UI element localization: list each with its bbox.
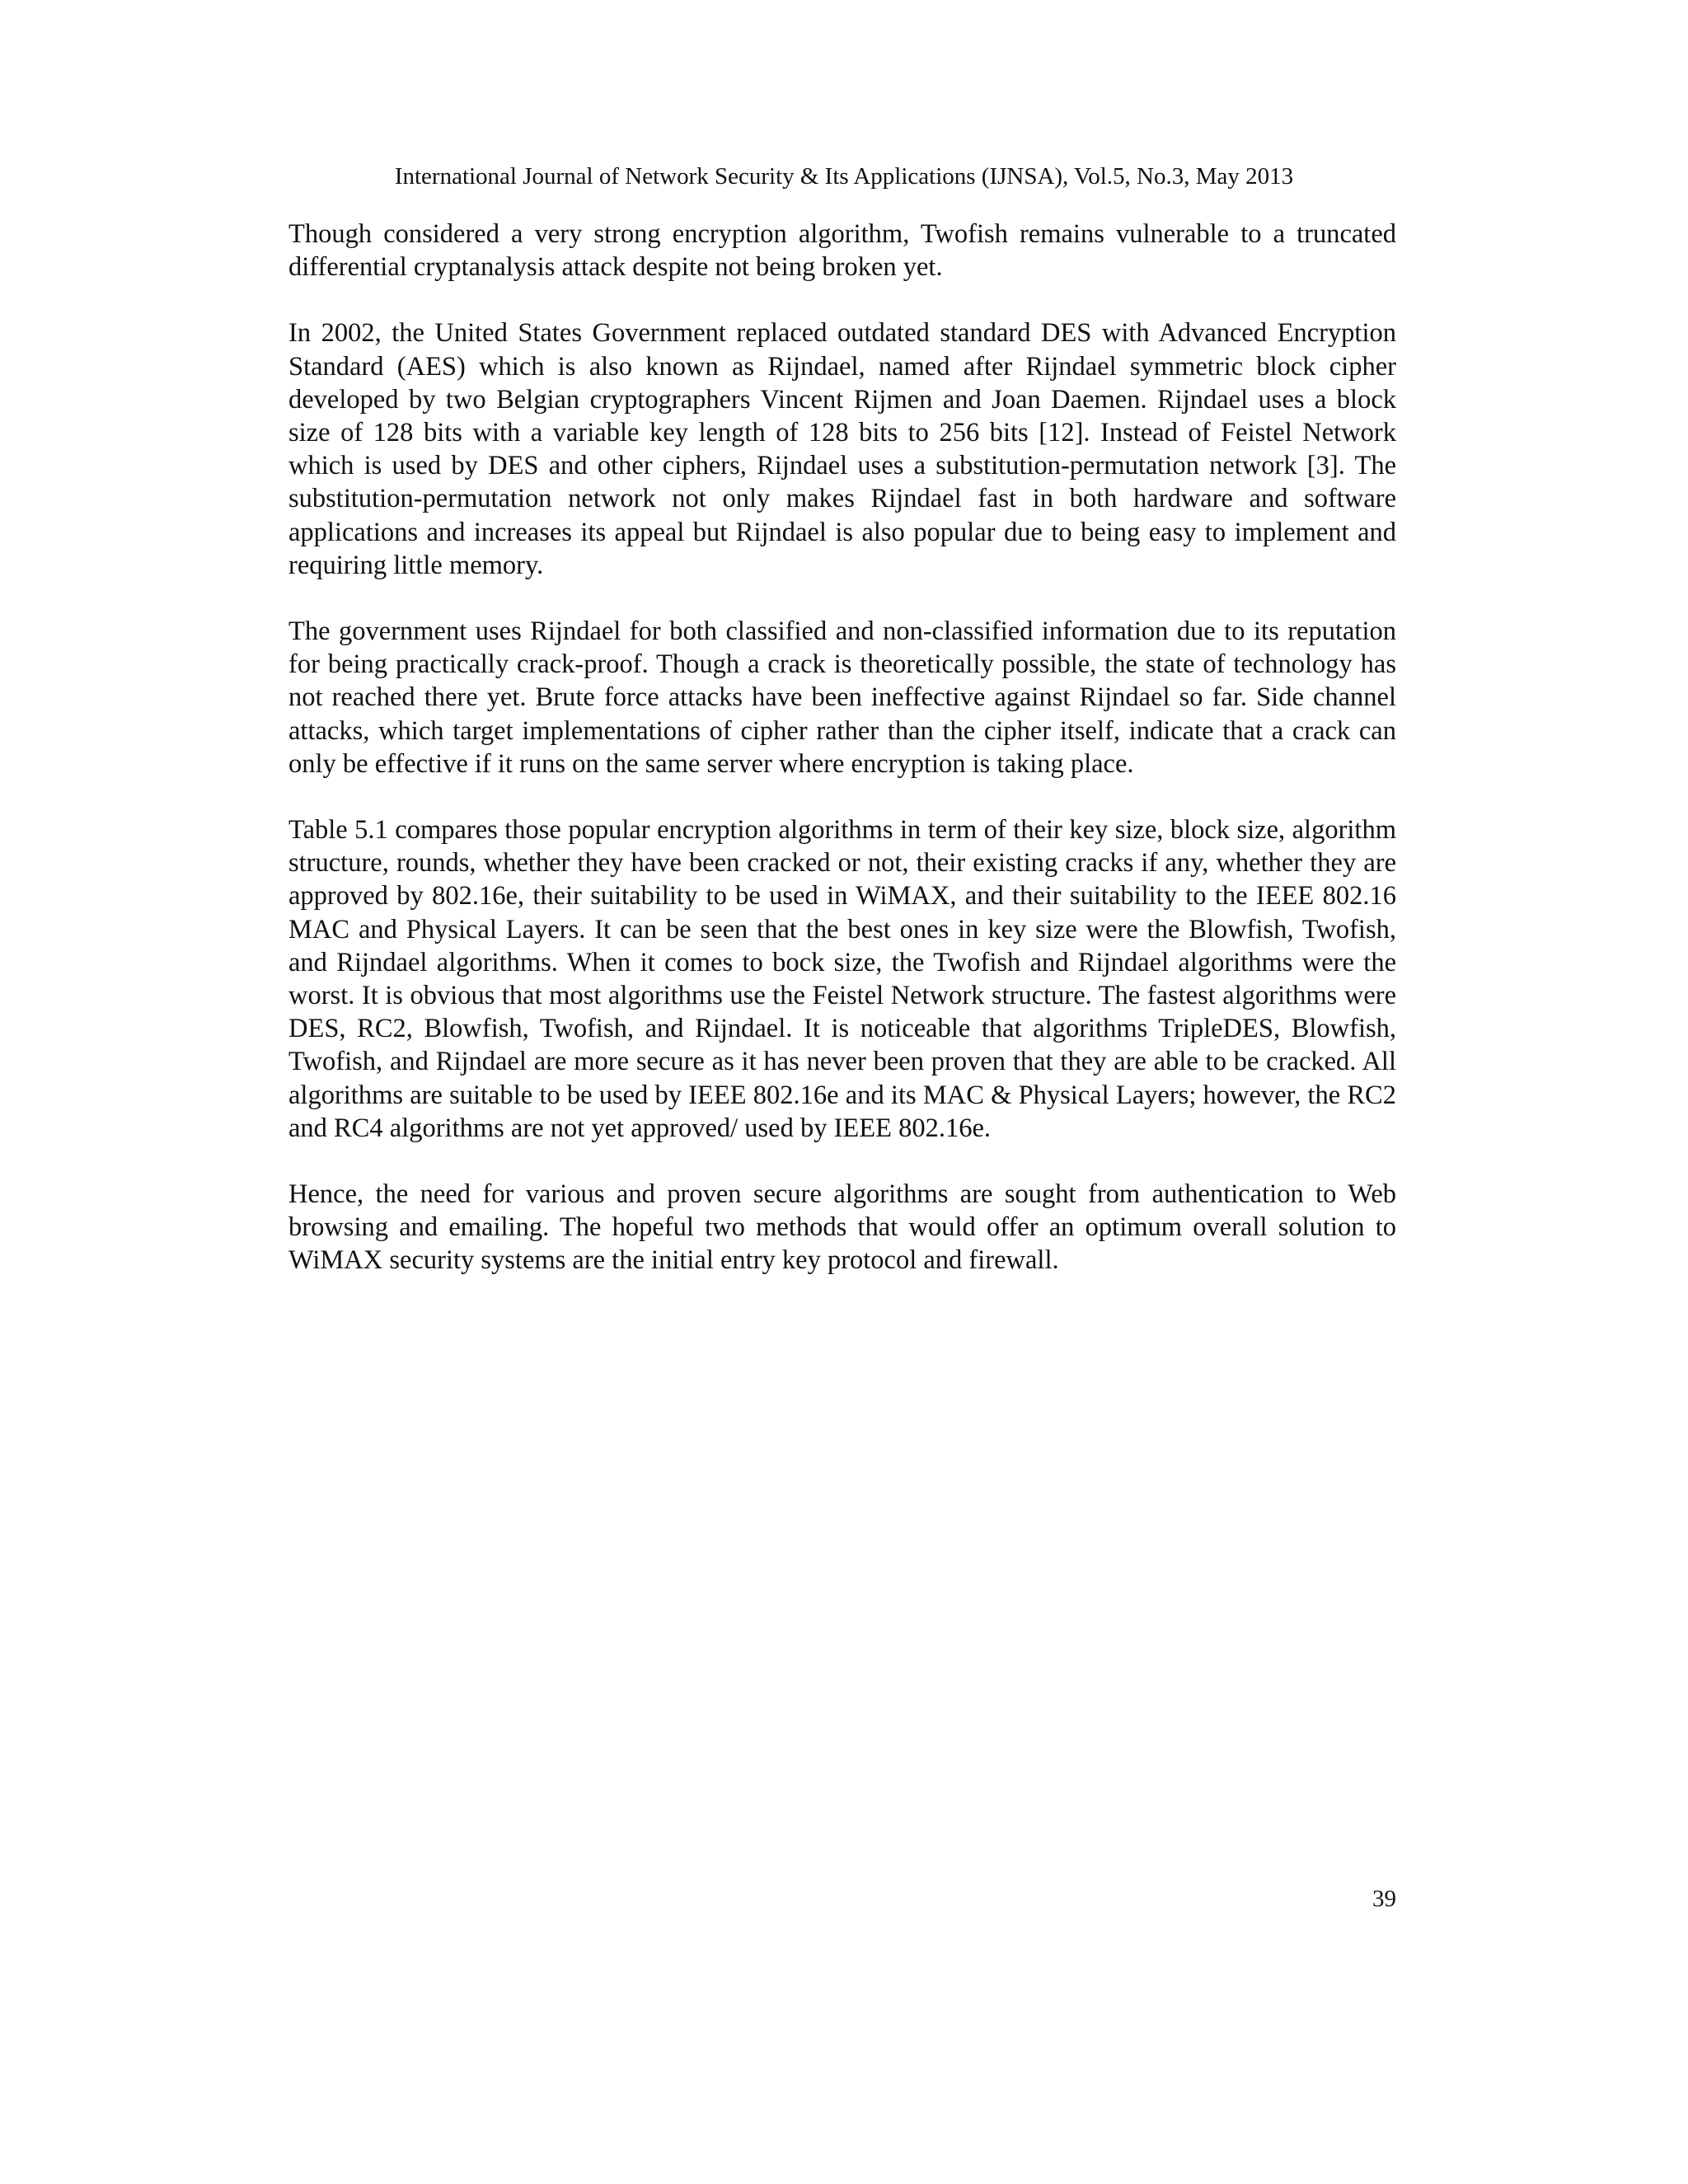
paragraph-conclusion: Hence, the need for various and proven secure algorithms are sought from authentication to Web browsing and emailing. The hopeful two methods that would offer an optimum overall solution to WiMAX security systems are the initial entry key protocol and firewall. [288, 1179, 1396, 1276]
paragraph-government-use: The government uses Rijndael for both classified and non-classified information due to its reputation for being practically crack-proof. Though a crack is theoretically possible, the state of technology has not reached there yet. Brute force attacks have been ineffective against Rijndael so far. Side channel attacks, which target implementations of cipher rather than the cipher itself, indicate that a crack can only be effective if it runs on the same server where encryption is taking place. [288, 616, 1396, 779]
body-text [288, 218, 1396, 1310]
running-header: International Journal of Network Security & Its Applications (IJNSA), Vol.5, No.3, May 2013 [394, 163, 1294, 190]
page-number: 39 [1372, 1886, 1396, 1912]
paragraph-aes-rijndael: In 2002, the United States Government replaced outdated standard DES with Advanced Encryption Standard (AES) which is also known as Rijndael, named after Rijndael symmetric block cipher developed by two Belgian cryptographers Vincent Rijmen and Joan Daemen. Rijndael uses a block size of 128 bits with a variable key length of 128 bits to 256 bits [12]. Instead of Feistel Network which is used by DES and other ciphers, Rijndael uses a substitution-permutation network [3]. The substitution-permutation network not only makes Rijndael fast in both hardware and software applications and increases its appeal but Rijndael is also popular due to being easy to implement and requiring little memory. [288, 318, 1396, 580]
paragraph-table-comparison: Table 5.1 compares those popular encryption algorithms in term of their key size, block size, algorithm structure, rounds, whether they have been cracked or not, their existing cracks if any, whether they are approved by 802.16e, their suitability to be used in WiMAX, and their suitability to the IEEE 802.16 MAC and Physical Layers. It can be seen that the best ones in key size were the Blowfish, Twofish, and Rijndael algorithms. When it comes to bock size, the Twofish and Rijndael algorithms were the worst. It is obvious that most algorithms use the Feistel Network structure. The fastest algorithms were DES, RC2, Blowfish, Twofish, and Rijndael. It is noticeable that algorithms TripleDES, Blowfish, Twofish, and Rijndael are more secure as it has never been proven that they are able to be cracked. All algorithms are suitable to be used by IEEE 802.16e and its MAC & Physical Layers; however, the RC2 and RC4 algorithms are not yet approved/ used by IEEE 802.16e. [288, 815, 1396, 1143]
paragraph-twofish-vulnerability: Though considered a very strong encryption algorithm, Twofish remains vulnerable to a truncated differential cryptanalysis attack despite not being broken yet. [288, 219, 1396, 283]
